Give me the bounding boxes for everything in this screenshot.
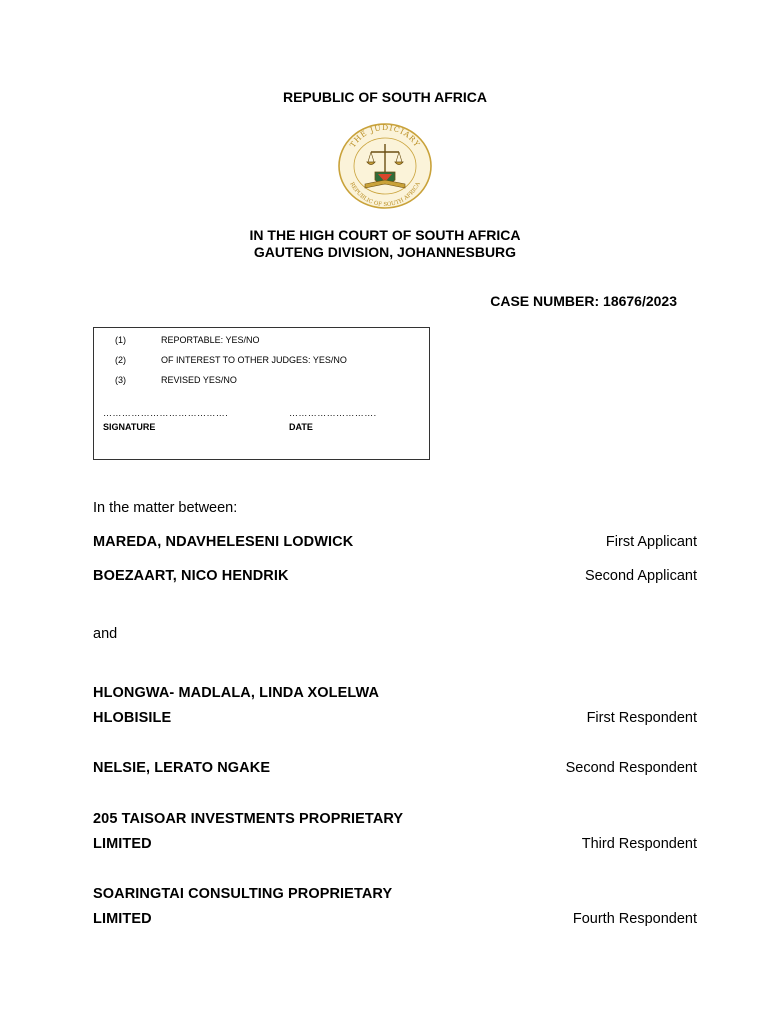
case-number: CASE NUMBER: 18676/2023	[490, 293, 677, 309]
second-applicant-name: BOEZAART, NICO HENDRIK	[93, 568, 289, 584]
first-applicant-role: First Applicant	[605, 534, 697, 550]
first-applicant-name: MAREDA, NDAVHELESENI LODWICK	[93, 534, 354, 550]
third-respondent-name: 205 TAISOAR INVESTMENTS PROPRIETARY	[93, 811, 404, 827]
second-respondent-name: NELSIE, LERATO NGAKE	[93, 760, 271, 776]
seal-bottom-text: REPUBLIC OF SOUTH AFRICA	[348, 181, 422, 209]
signature-label: SIGNATURE	[103, 422, 156, 432]
date-line: ……………………….	[289, 408, 377, 418]
matter-intro: In the matter between:	[93, 500, 238, 516]
report-item-number: (3)	[115, 375, 126, 385]
report-item-text: REPORTABLE: YES/NO	[161, 335, 260, 345]
second-respondent-role: Second Respondent	[565, 760, 697, 776]
conjunction-and: and	[93, 626, 118, 642]
first-respondent-name-cont: HLOBISILE	[93, 710, 172, 726]
fourth-respondent-name-cont: LIMITED	[93, 911, 152, 927]
report-item-number: (1)	[115, 335, 126, 345]
third-respondent-name-cont: LIMITED	[93, 836, 152, 852]
report-item-text: REVISED YES/NO	[161, 375, 237, 385]
date-label: DATE	[289, 422, 313, 432]
fourth-respondent-role: Fourth Respondent	[572, 911, 697, 927]
first-respondent-role: First Respondent	[586, 710, 697, 726]
court-division: GAUTENG DIVISION, JOHANNESBURG	[253, 244, 517, 260]
second-applicant-role: Second Applicant	[584, 568, 697, 584]
reportable-box	[93, 327, 430, 460]
judiciary-seal-icon	[337, 122, 433, 210]
third-respondent-role: Third Respondent	[581, 836, 697, 852]
country-heading: REPUBLIC OF SOUTH AFRICA	[282, 89, 488, 105]
fourth-respondent-name: SOARINGTAI CONSULTING PROPRIETARY	[93, 886, 393, 902]
signature-line: ………………………………….	[103, 408, 229, 418]
seal-top-text: THE JUDICIARY	[347, 122, 423, 150]
court-name: IN THE HIGH COURT OF SOUTH AFRICA	[249, 227, 521, 243]
first-respondent-name: HLONGWA- MADLALA, LINDA XOLELWA	[93, 685, 380, 701]
report-item-number: (2)	[115, 355, 126, 365]
report-item-text: OF INTEREST TO OTHER JUDGES: YES/NO	[161, 355, 347, 365]
